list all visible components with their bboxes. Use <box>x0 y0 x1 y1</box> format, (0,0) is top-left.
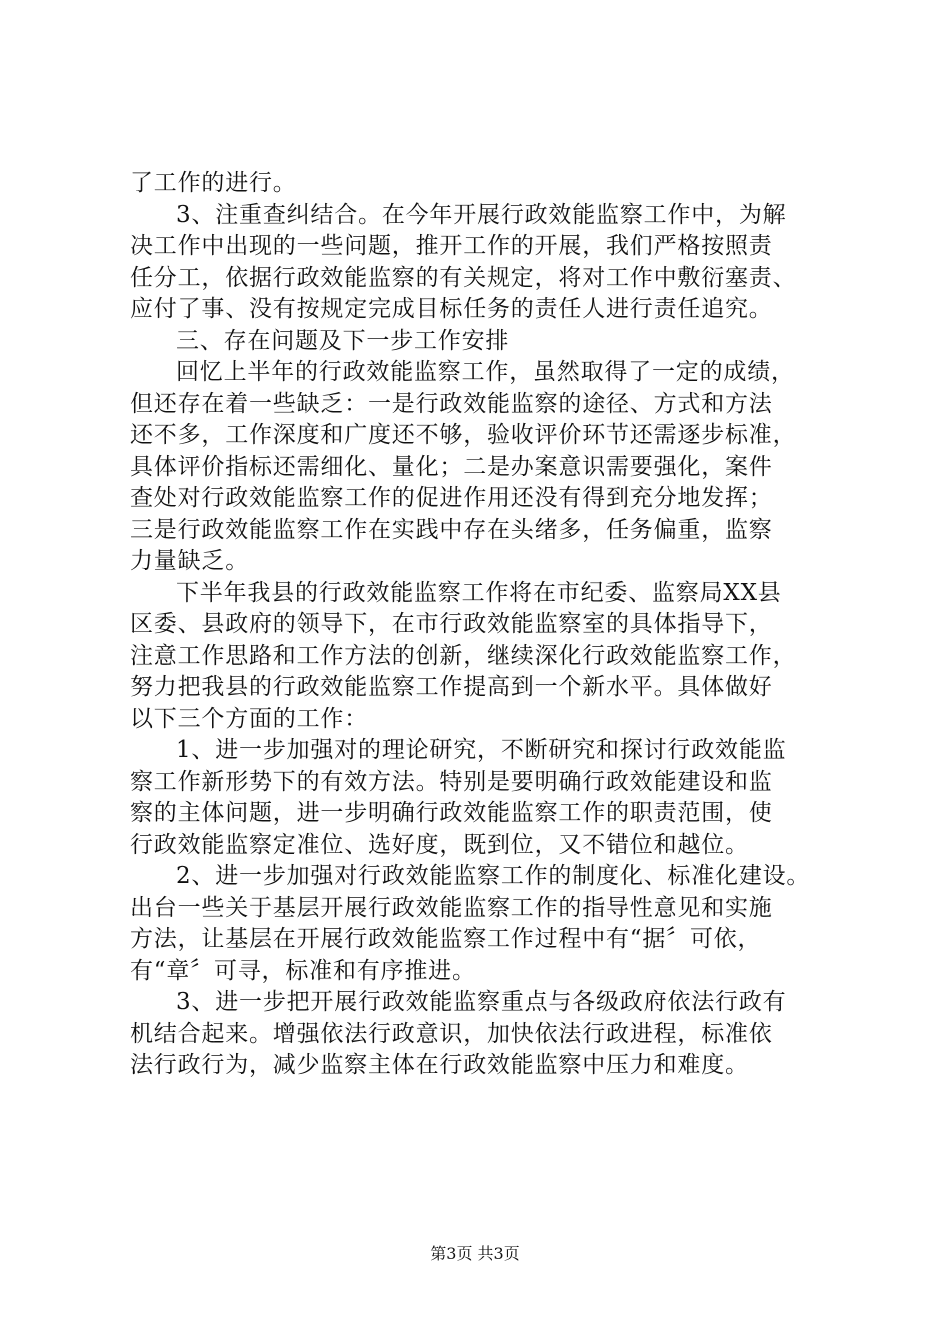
document-body <box>130 168 830 1082</box>
page-footer: 第3页 共3页 <box>430 1244 520 1263</box>
text-line: 以下三个方面的工作： <box>130 705 368 732</box>
text-line: 1、进一步加强对的理论研究，不断研究和探讨行政效能监 <box>176 737 787 763</box>
text-line: 还不多，工作深度和广度还不够，验收评价环节还需逐步标准， <box>130 422 797 448</box>
text-line: 3、注重查纠结合。在今年开展行政效能监察工作中，为解 <box>176 201 787 228</box>
text-line: 任分工，依据行政效能监察的有关规定，将对工作中敷衍塞责、 <box>130 264 797 291</box>
text-line: 决工作中出现的一些问题，推开工作的开展，我们严格按照责 <box>130 233 773 259</box>
text-line: 查处对行政效能监察工作的促进作用还没有得到充分地发挥； <box>130 485 773 511</box>
text-line: 注意工作思路和工作方法的创新，继续深化行政效能监察工作， <box>130 642 797 669</box>
text-line: 察工作新形势下的有效方法。特别是要明确行政效能建设和监 <box>130 768 773 795</box>
text-line: 3、进一步把开展行政效能监察重点与各级政府依法行政有 <box>176 989 787 1015</box>
text-line: 察的主体问题，进一步明确行政效能监察工作的职责范围，使 <box>130 800 773 826</box>
text-line: 行政效能监察定准位、选好度，既到位，又不错位和越位。 <box>130 831 749 858</box>
text-line: 应付了事、没有按规定完成目标任务的责任人进行责任追究。 <box>130 296 773 322</box>
text-line: 方法，让基层在开展行政效能监察工作过程中有“据〞可依， <box>130 926 762 952</box>
text-line: 机结合起来。增强依法行政意识，加快依法行政进程，标准依 <box>130 1020 773 1047</box>
text-line: 有“章〞可寻，标准和有序推进。 <box>130 957 476 984</box>
text-line: 具体评价指标还需细化、量化；二是办案意识需要强化，案件 <box>130 453 773 480</box>
text-line: 力量缺乏。 <box>130 548 249 574</box>
text-line: 努力把我县的行政效能监察工作提高到一个新水平。具体做好 <box>130 674 773 700</box>
text-line: 下半年我县的行政效能监察工作将在市纪委、监察局XX县 <box>176 579 782 606</box>
text-line: 回忆上半年的行政效能监察工作，虽然取得了一定的成绩， <box>176 359 795 385</box>
text-line: 了工作的进行。 <box>130 170 297 196</box>
text-line: 三是行政效能监察工作在实践中存在头绪多，任务偏重，监察 <box>130 516 773 543</box>
text-line: 三、存在问题及下一步工作安排 <box>176 327 510 354</box>
text-line: 但还存在着一些缺乏：一是行政效能监察的途径、方式和方法 <box>130 390 773 417</box>
text-line: 出台一些关于基层开展行政效能监察工作的指导性意见和实施 <box>130 894 773 921</box>
text-line: 2、进一步加强对行政效能监察工作的制度化、标准化建设。 <box>176 863 811 889</box>
text-line: 区委、县政府的领导下，在市行政效能监察室的具体指导下， <box>130 611 773 637</box>
text-line: 法行政行为，减少监察主体在行政效能监察中压力和难度。 <box>130 1052 749 1078</box>
